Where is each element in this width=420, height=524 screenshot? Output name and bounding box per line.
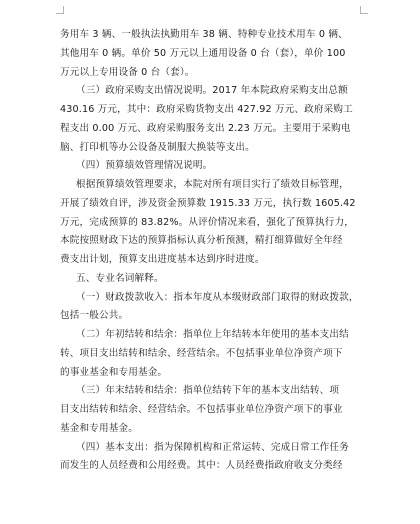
text-line: 430.16 万元，其中：政府采购货物支出 427.92 万元、政府采购工 (60, 104, 353, 115)
document-body (60, 26, 372, 476)
text-line: 本院按照财政下达的预算指标认真分析预测，精打细算做好全年经 (60, 235, 343, 247)
text-line: （四）预算绩效管理情况说明。 (76, 160, 213, 172)
text-line: 费支出计划，预算支出进度基本达到序时进度。 (60, 254, 265, 265)
text-line: 万元，完成预算的 83.82%。从评价情况来看，强化了预算执行力， (60, 216, 355, 228)
text-line: 程支出 0.00 万元、政府采购服务支出 2.23 万元。主要用于采购电 (60, 122, 351, 134)
text-line: 转、项目支出结转和结余、经营结余。不包括事业单位净资产项下 (60, 347, 343, 359)
text-line: 根据预算绩效管理要求，本院对所有项目实行了绩效目标管理， (76, 179, 349, 190)
text-line: 基金和专用基金。 (60, 422, 138, 434)
margin-corner-mark-right (360, 6, 368, 14)
text-line: 包括一般公共。 (60, 310, 129, 322)
margin-corner-mark-left (56, 6, 64, 14)
text-line: 脑、打印机等办公设备及制服大换装等支出。 (60, 141, 255, 153)
text-line: 目支出结转和结余、经营结余。不包括事业单位净资产项下的事业 (60, 404, 343, 415)
text-line: 的事业基金和专用基金。 (60, 366, 168, 378)
text-line: 五、专业名词解释。 (76, 272, 164, 284)
text-line: （二）年初结转和结余：指单位上年结转本年使用的基本支出结 (76, 329, 349, 340)
text-line: 万元以上专用设备 0 台（套）。 (60, 66, 195, 78)
text-line: （三）政府采购支出情况说明。2017 年本院政府采购支出总额 (76, 85, 348, 97)
text-line: 务用车 3 辆、一般执法执勤用车 38 辆、特种专业技术用车 0 辆、 (60, 29, 348, 40)
text-line: （三）年末结转和结余：指单位结转下年的基本支出结转、项 (76, 385, 340, 397)
text-line: （一）财政拨款收入：指本年度从本级财政部门取得的财政拨款， (76, 291, 359, 303)
text-line: 其他用车 0 辆。单价 50 万元以上通用设备 0 台（套），单价 100 (60, 47, 346, 59)
text-line: 而发生的人员经费和公用经费。其中：人员经费指政府收支分类经 (60, 460, 343, 472)
text-line: 开展了绩效自评，涉及资金预算数 1915.33 万元，执行数 1605.42 (60, 197, 356, 209)
text-line: （四）基本支出：指为保障机构和正常运转、完成日常工作任务 (76, 441, 349, 453)
